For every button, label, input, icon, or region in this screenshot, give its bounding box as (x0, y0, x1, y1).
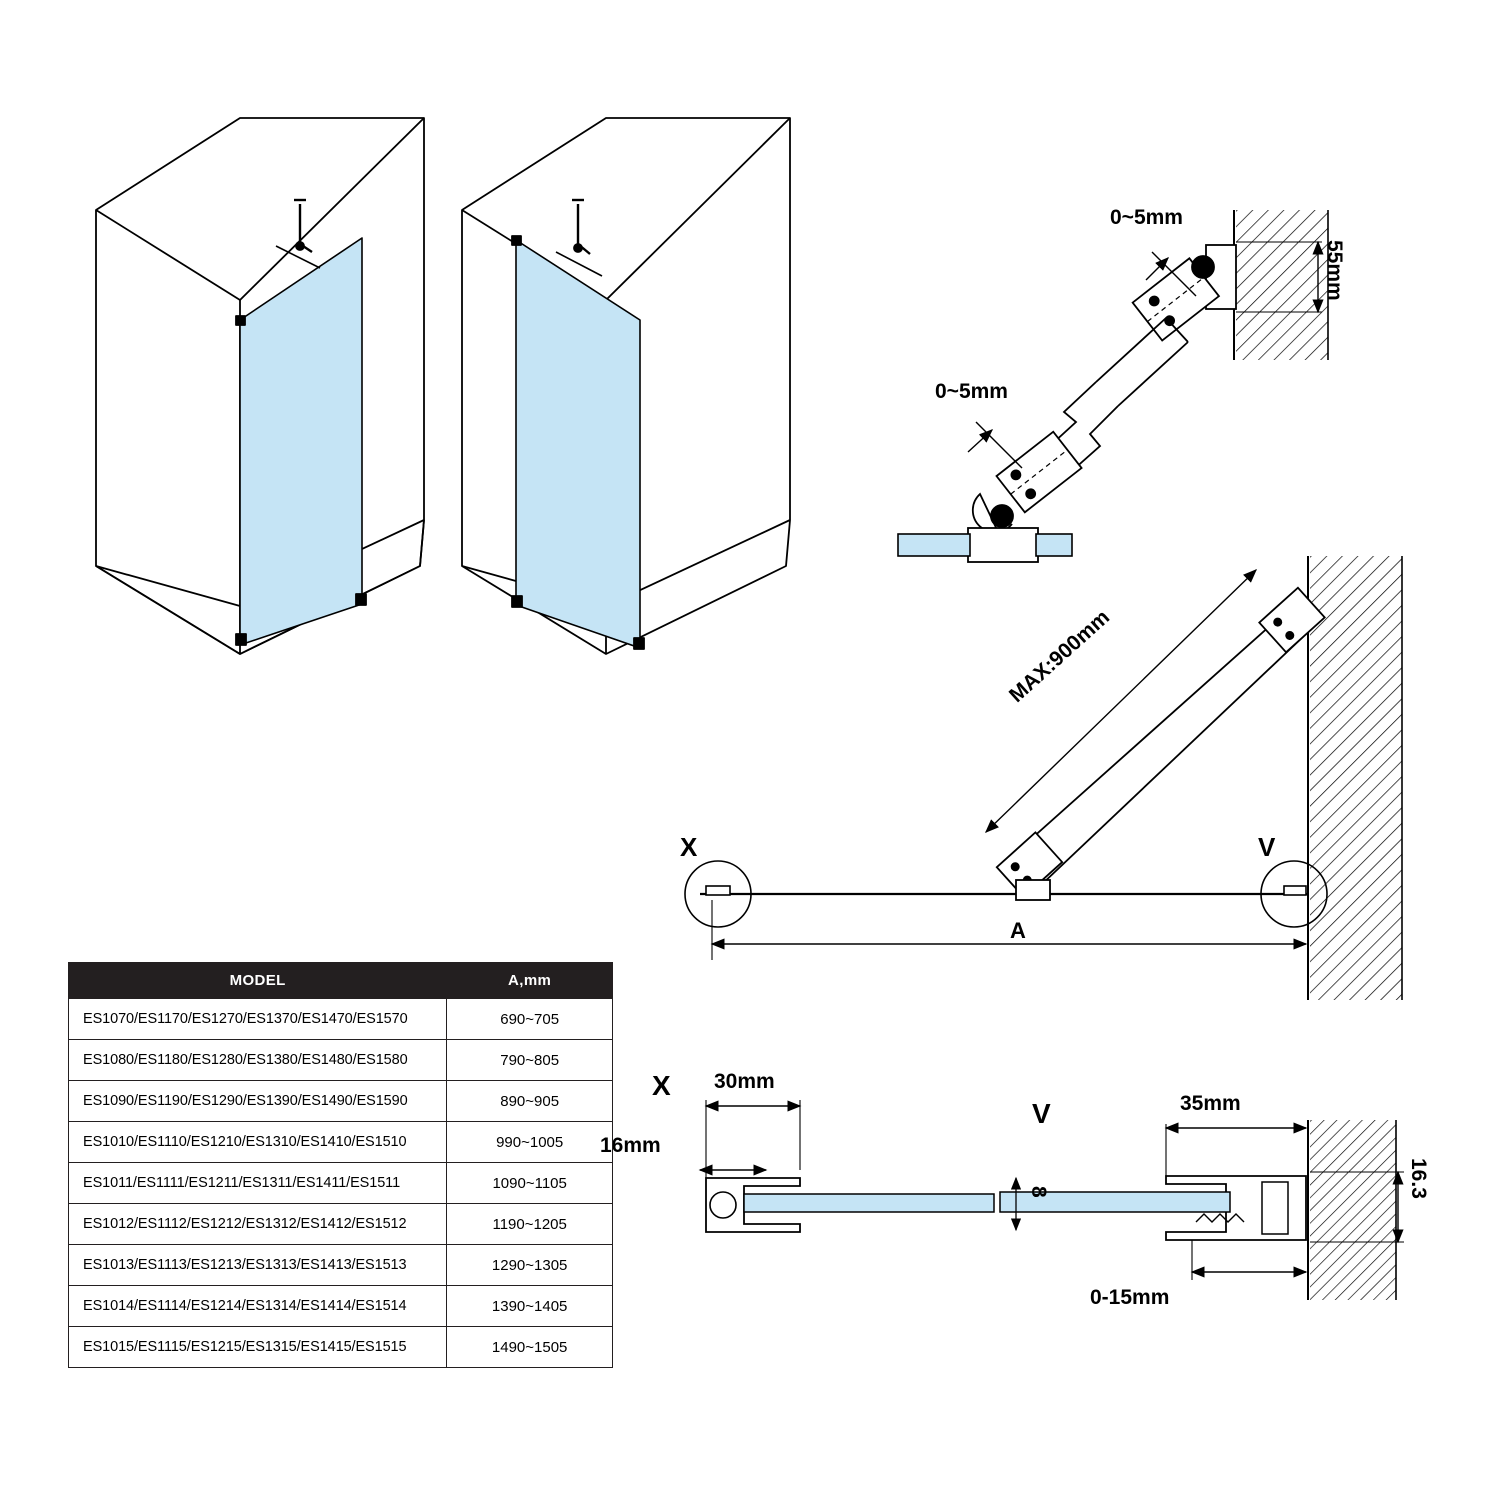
table-row (69, 1040, 613, 1081)
callout-gap-bottom: 0~5mm (935, 380, 1008, 403)
callout-wall-profile-width: 35mm (1180, 1092, 1241, 1115)
marker-v-section: V (1032, 1098, 1051, 1129)
column-header-model: MODEL (69, 963, 447, 999)
table-row (69, 1327, 613, 1368)
marker-v-plan: V (1258, 832, 1276, 862)
v-profile-section (1000, 1120, 1404, 1300)
callout-wall-profile-height: 16.3 (1407, 1158, 1430, 1199)
enclosure-view-left (96, 118, 424, 654)
table-row (69, 1122, 613, 1163)
cell-model: ES1014/ES1114/ES1214/ES1314/ES1414/ES1514 (69, 1286, 447, 1327)
cell-model: ES1070/ES1170/ES1270/ES1370/ES1470/ES1570 (69, 999, 447, 1040)
cell-a-value: 1490~1505 (447, 1327, 613, 1368)
cell-a-value: 890~905 (447, 1081, 613, 1122)
callout-profile-width: 30mm (714, 1070, 775, 1093)
table-row (69, 1163, 613, 1204)
cell-model: ES1011/ES1111/ES1211/ES1311/ES1411/ES1511 (69, 1163, 447, 1204)
cell-model: ES1013/ES1113/ES1213/ES1313/ES1413/ES1513 (69, 1245, 447, 1286)
enclosure-view-right (462, 118, 790, 654)
cell-a-value: 1290~1305 (447, 1245, 613, 1286)
cell-a-value: 1190~1205 (447, 1204, 613, 1245)
cell-a-value: 1090~1105 (447, 1163, 613, 1204)
cell-model: ES1080/ES1180/ES1280/ES1380/ES1480/ES1580 (69, 1040, 447, 1081)
callout-glass-thickness: 8 (1027, 1186, 1050, 1198)
marker-x-plan: X (680, 832, 698, 862)
callout-bracket-height: 55mm (1323, 240, 1346, 301)
column-header-a: A,mm (447, 963, 613, 999)
table-row (69, 1286, 613, 1327)
marker-x-section: X (652, 1070, 671, 1101)
plan-view (685, 556, 1402, 1000)
callout-dim-a: A (1010, 918, 1026, 943)
x-profile-section (700, 1100, 994, 1232)
callout-bar-max: MAX:900mm (1005, 605, 1115, 708)
table-row (69, 999, 613, 1040)
callout-adjust-range: 0-15mm (1090, 1286, 1170, 1309)
cell-a-value: 1390~1405 (447, 1286, 613, 1327)
cell-a-value: 790~805 (447, 1040, 613, 1081)
table-header-row (69, 963, 613, 999)
model-spec-table (68, 962, 613, 1368)
cell-a-value: 690~705 (447, 999, 613, 1040)
table-row (69, 1081, 613, 1122)
callout-profile-depth: 16mm (600, 1134, 661, 1157)
table-row (69, 1245, 613, 1286)
cell-model: ES1010/ES1110/ES1210/ES1310/ES1410/ES1510 (69, 1122, 447, 1163)
cell-model: ES1012/ES1112/ES1212/ES1312/ES1412/ES1512 (69, 1204, 447, 1245)
cell-a-value: 990~1005 (447, 1122, 613, 1163)
cell-model: ES1090/ES1190/ES1290/ES1390/ES1490/ES1590 (69, 1081, 447, 1122)
cell-model: ES1015/ES1115/ES1215/ES1315/ES1415/ES1515 (69, 1327, 447, 1368)
table-row (69, 1204, 613, 1245)
callout-gap-top: 0~5mm (1110, 206, 1183, 229)
